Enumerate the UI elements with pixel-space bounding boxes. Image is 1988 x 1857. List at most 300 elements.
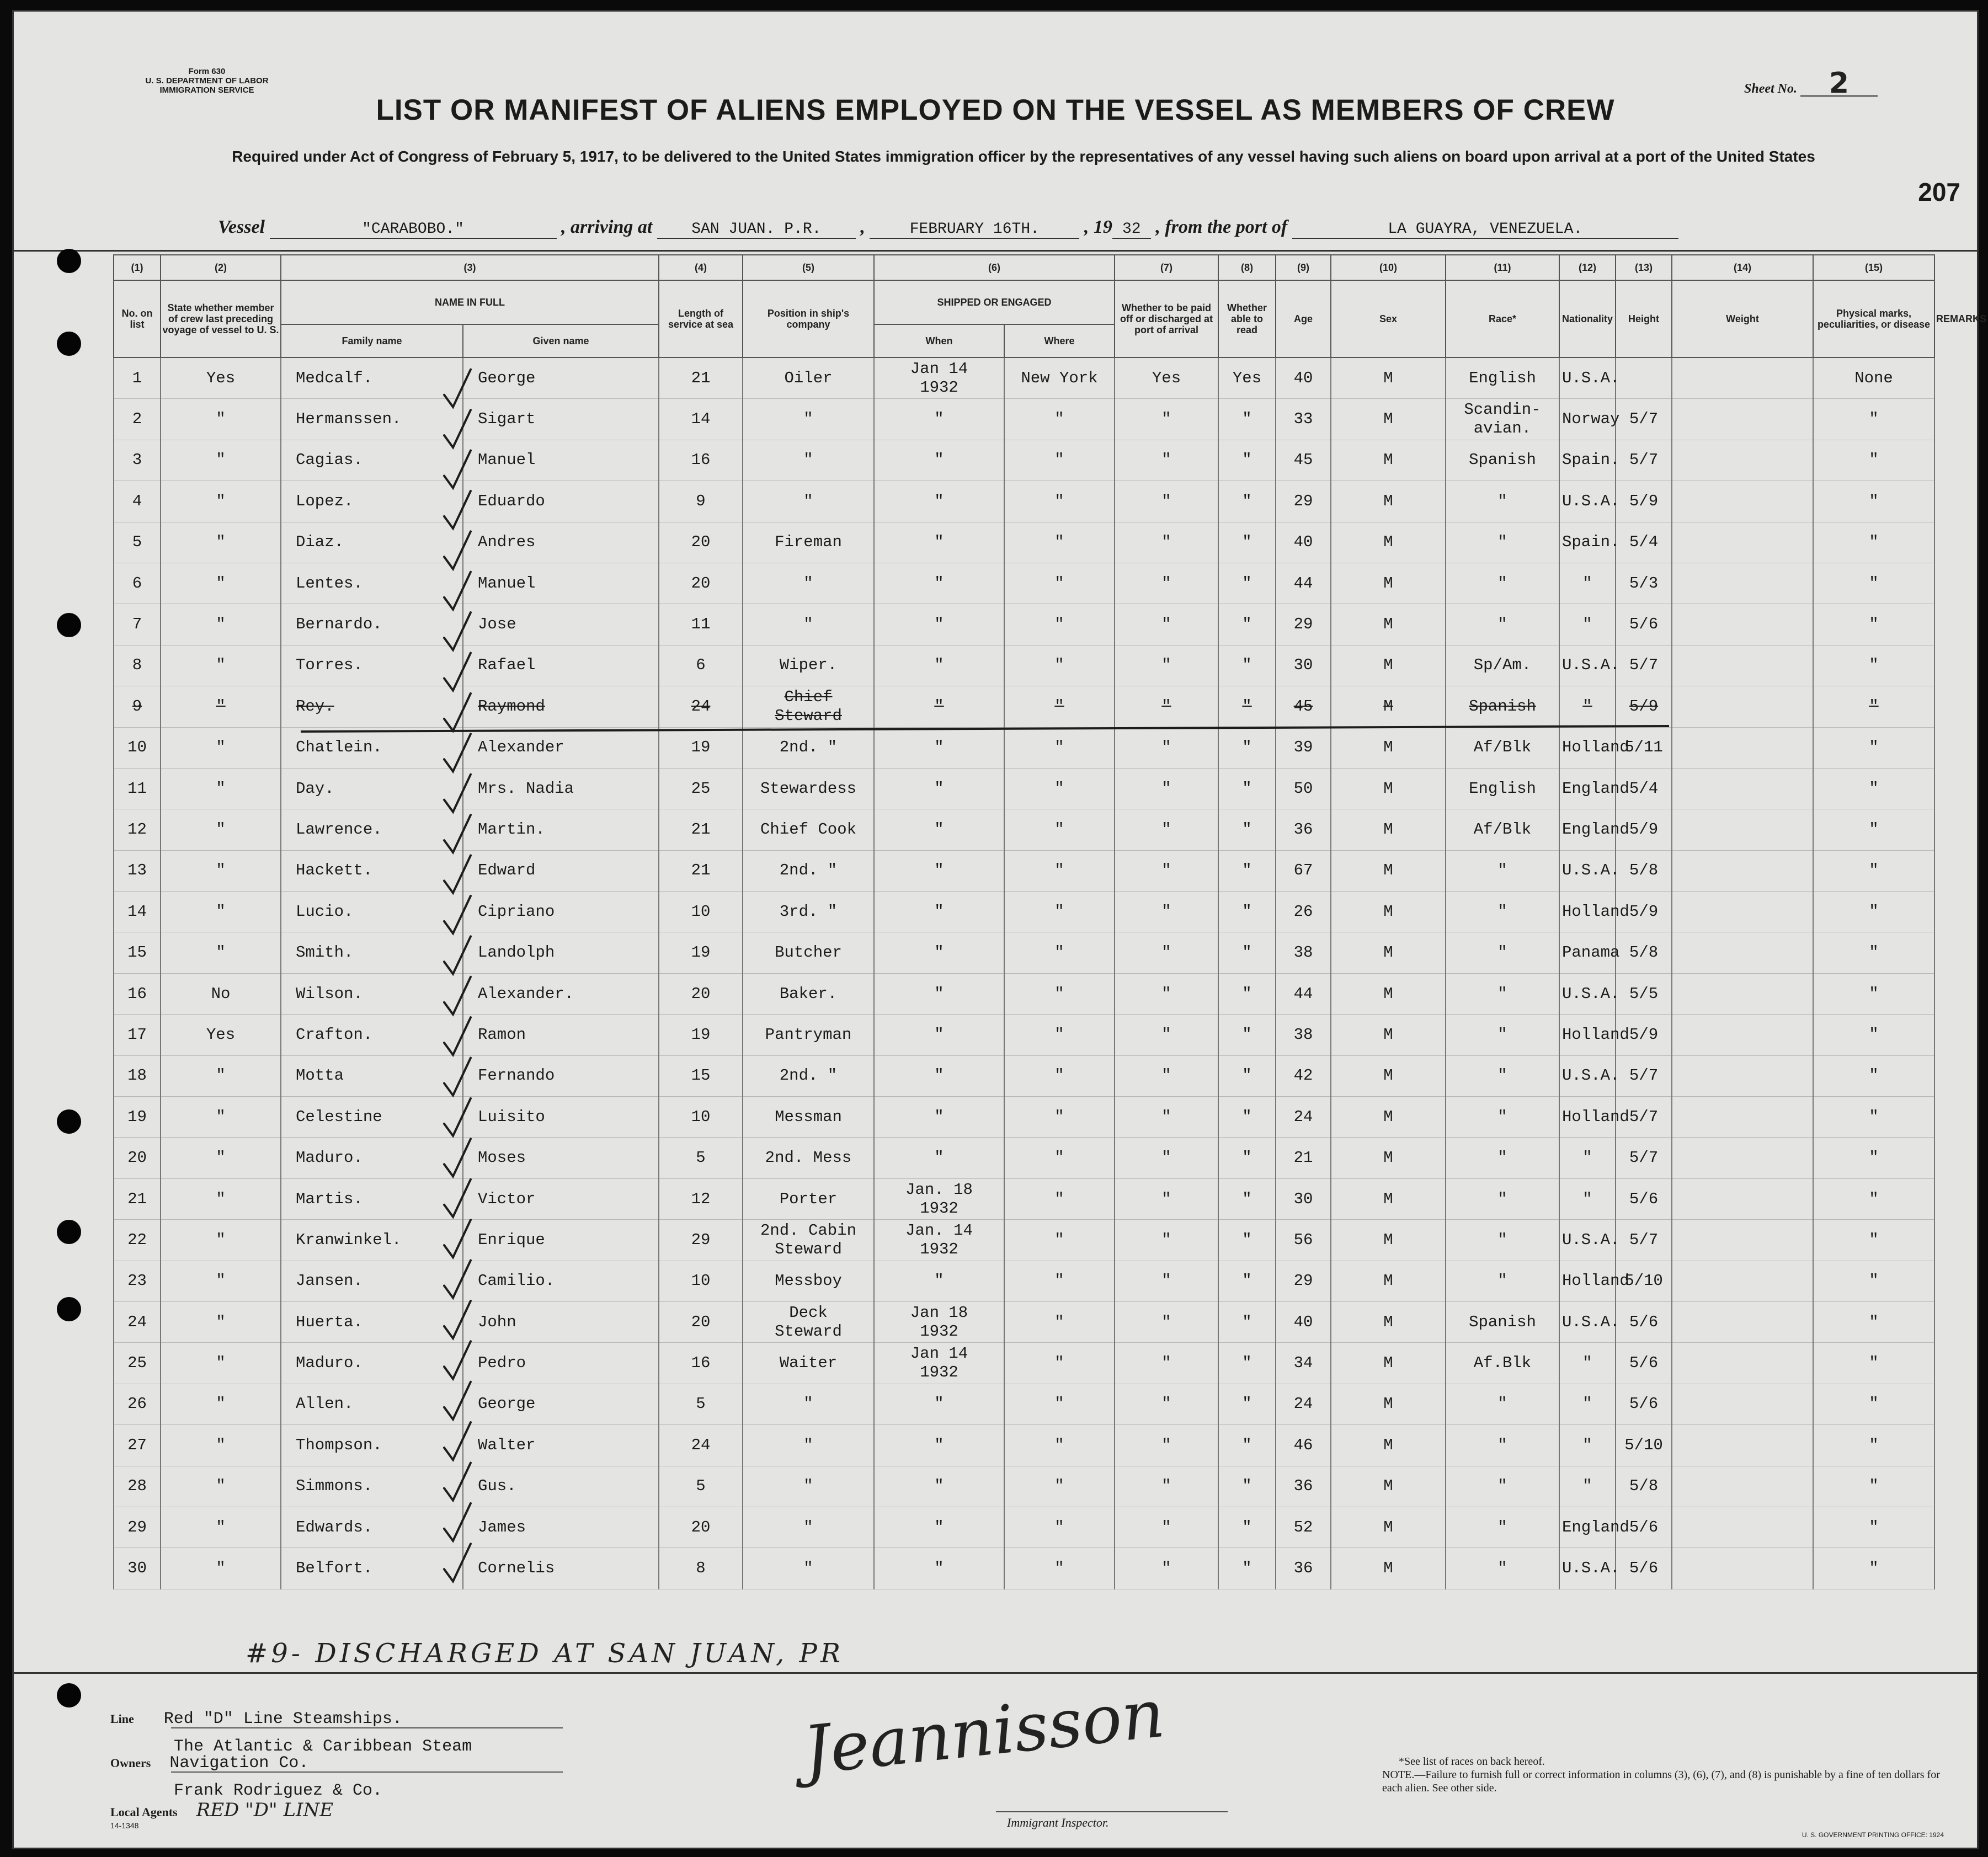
header-no-on-list: No. on list: [114, 280, 161, 357]
cell-no: 26: [114, 1384, 161, 1424]
cell-sex: M: [1331, 1097, 1446, 1138]
cell-no: 20: [114, 1138, 161, 1178]
cell-where: ": [1004, 1384, 1115, 1424]
cell-position: Messman: [743, 1097, 874, 1138]
cell-height: 5/8: [1616, 932, 1672, 973]
cell-age: 34: [1276, 1343, 1331, 1384]
inspector-signature: Jeannisson: [800, 1675, 1168, 1790]
header-name-in-full: NAME IN FULL: [281, 280, 659, 324]
cell-where: ": [1004, 932, 1115, 973]
header-age: Age: [1276, 280, 1331, 357]
cell-marks: ": [1813, 892, 1934, 932]
cell-family: Maduro.: [281, 1138, 463, 1178]
cell-family: Rey.: [281, 686, 463, 727]
footer-rule: [14, 1672, 1977, 1674]
cell-position: Butcher: [743, 932, 874, 973]
cell-given: Andres: [463, 522, 659, 563]
cell-marks: ": [1813, 399, 1934, 440]
cell-paid: ": [1115, 1301, 1218, 1342]
form-number: Form 630: [188, 67, 226, 76]
cell-sex: M: [1331, 1384, 1446, 1424]
cell-height: 5/3: [1616, 563, 1672, 604]
cell-sex: M: [1331, 1261, 1446, 1301]
cell-nationality: Holland: [1559, 1015, 1616, 1055]
cell-where: New York: [1004, 357, 1115, 399]
cell-position: Wiper.: [743, 645, 874, 686]
column-number: (4): [659, 255, 743, 280]
cell-paid: ": [1115, 1097, 1218, 1138]
cell-prev: ": [161, 809, 281, 850]
cell-prev: Yes: [161, 1015, 281, 1055]
cell-marks: ": [1813, 522, 1934, 563]
cell-prev: ": [161, 440, 281, 481]
check-mark: [444, 612, 471, 650]
cell-service: 10: [659, 1097, 743, 1138]
check-mark: [444, 410, 471, 447]
cell-when: ": [874, 522, 1004, 563]
cell-where: ": [1004, 1097, 1115, 1138]
cell-family: Torres.: [281, 645, 463, 686]
header-sex: Sex: [1331, 280, 1446, 357]
cell-prev: ": [161, 850, 281, 891]
cell-family: Lawrence.: [281, 809, 463, 850]
binder-hole: [57, 332, 81, 356]
vessel-label: Vessel: [218, 217, 265, 237]
cell-family: Hermanssen.: [281, 399, 463, 440]
cell-service: 10: [659, 1261, 743, 1301]
cell-age: 46: [1276, 1425, 1331, 1466]
cell-read: ": [1218, 1097, 1276, 1138]
cell-where: ": [1004, 604, 1115, 645]
check-mark: [444, 370, 471, 407]
cell-read: Yes: [1218, 357, 1276, 399]
header-race: Race*: [1446, 280, 1559, 357]
cell-where: ": [1004, 563, 1115, 604]
cell-nationality: ": [1559, 1178, 1616, 1219]
header-state-member: State whether member of crew last preceding voyage of vessel to U. S.: [161, 280, 281, 357]
from-label: , from the port of: [1155, 217, 1288, 237]
cell-marks: ": [1813, 645, 1934, 686]
cell-age: 24: [1276, 1097, 1331, 1138]
cell-age: 21: [1276, 1138, 1331, 1178]
cell-marks: ": [1813, 440, 1934, 481]
cell-position: Fireman: [743, 522, 874, 563]
cell-service: 19: [659, 1015, 743, 1055]
cell-no: 22: [114, 1220, 161, 1261]
check-mark: [444, 1544, 471, 1581]
cell-no: 5: [114, 522, 161, 563]
cell-age: 26: [1276, 892, 1331, 932]
cell-sex: M: [1331, 1138, 1446, 1178]
cell-prev: ": [161, 1097, 281, 1138]
cell-when: ": [874, 892, 1004, 932]
cell-when: ": [874, 850, 1004, 891]
cell-where: ": [1004, 1138, 1115, 1178]
cell-race: ": [1446, 1507, 1559, 1547]
cell-race: ": [1446, 973, 1559, 1014]
cell-age: 56: [1276, 1220, 1331, 1261]
cell-race: Af/Blk: [1446, 809, 1559, 850]
cell-read: ": [1218, 1507, 1276, 1547]
column-number: (3): [281, 255, 659, 280]
cell-no: 19: [114, 1097, 161, 1138]
cell-position: ": [743, 1507, 874, 1547]
cell-position: ": [743, 1466, 874, 1507]
check-mark: [444, 1382, 471, 1420]
cell-where: ": [1004, 1220, 1115, 1261]
cell-paid: ": [1115, 399, 1218, 440]
cell-height: 5/6: [1616, 1178, 1672, 1219]
cell-service: 12: [659, 1178, 743, 1219]
cell-family: Edwards.: [281, 1507, 463, 1547]
cell-race: Spanish: [1446, 440, 1559, 481]
cell-race: ": [1446, 481, 1559, 522]
cell-height: 5/4: [1616, 768, 1672, 809]
arrival-year: 32: [1112, 221, 1151, 239]
check-mark: [444, 977, 471, 1015]
cell-nationality: U.S.A.: [1559, 973, 1616, 1014]
check-mark: [444, 1261, 471, 1298]
cell-service: 19: [659, 727, 743, 768]
cell-height: 5/6: [1616, 604, 1672, 645]
cell-read: ": [1218, 1466, 1276, 1507]
cell-where: ": [1004, 1507, 1115, 1547]
cell-race: ": [1446, 1055, 1559, 1096]
cell-family: Allen.: [281, 1384, 463, 1424]
cell-given: Rafael: [463, 645, 659, 686]
cell-service: 11: [659, 604, 743, 645]
cell-nationality: U.S.A.: [1559, 357, 1616, 399]
agents-value-2: RED "D" LINE: [196, 1799, 334, 1821]
cell-prev: ": [161, 645, 281, 686]
cell-position: Baker.: [743, 973, 874, 1014]
cell-given: Jose: [463, 604, 659, 645]
cell-when: ": [874, 809, 1004, 850]
cell-nationality: ": [1559, 1425, 1616, 1466]
cell-age: 39: [1276, 727, 1331, 768]
header-weight: Weight: [1672, 280, 1813, 357]
cell-when: ": [874, 768, 1004, 809]
cell-position: Oiler: [743, 357, 874, 399]
cell-when: ": [874, 1055, 1004, 1096]
cell-family: Cagias.: [281, 440, 463, 481]
cell-sex: M: [1331, 1178, 1446, 1219]
cell-service: 25: [659, 768, 743, 809]
cell-height: 5/8: [1616, 850, 1672, 891]
cell-when: ": [874, 1548, 1004, 1589]
cell-height: 5/8: [1616, 1466, 1672, 1507]
column-number: (2): [161, 255, 281, 280]
cell-nationality: Panama: [1559, 932, 1616, 973]
cell-sex: M: [1331, 727, 1446, 768]
cell-service: 24: [659, 686, 743, 727]
cell-age: 29: [1276, 1261, 1331, 1301]
check-mark: [444, 693, 471, 731]
cell-nationality: ": [1559, 686, 1616, 727]
cell-read: ": [1218, 1384, 1276, 1424]
cell-nationality: Holland: [1559, 1097, 1616, 1138]
cell-family: Simmons.: [281, 1466, 463, 1507]
cell-read: ": [1218, 686, 1276, 727]
cell-paid: ": [1115, 481, 1218, 522]
cell-where: ": [1004, 768, 1115, 809]
cell-paid: Yes: [1115, 357, 1218, 399]
check-mark: [444, 775, 471, 812]
check-mark: [444, 531, 471, 569]
cell-nationality: ": [1559, 563, 1616, 604]
cell-family: Smith.: [281, 932, 463, 973]
header-height: Height: [1616, 280, 1672, 357]
cell-prev: ": [161, 686, 281, 727]
cell-nationality: England: [1559, 809, 1616, 850]
cell-sex: M: [1331, 481, 1446, 522]
check-mark: [444, 451, 471, 488]
cell-where: ": [1004, 686, 1115, 727]
cell-service: 24: [659, 1425, 743, 1466]
cell-given: Eduardo: [463, 481, 659, 522]
cell-age: 29: [1276, 604, 1331, 645]
cell-prev: ": [161, 522, 281, 563]
cell-sex: M: [1331, 892, 1446, 932]
cell-position: Waiter: [743, 1343, 874, 1384]
column-number: (11): [1446, 255, 1559, 280]
cell-age: 38: [1276, 932, 1331, 973]
cell-when: ": [874, 1507, 1004, 1547]
cell-read: ": [1218, 440, 1276, 481]
cell-nationality: ": [1559, 604, 1616, 645]
cell-nationality: Spain.: [1559, 522, 1616, 563]
agents-value-1: Frank Rodriguez & Co.: [174, 1781, 383, 1800]
cell-sex: M: [1331, 686, 1446, 727]
cell-no: 28: [114, 1466, 161, 1507]
column-number: (6): [874, 255, 1115, 280]
cell-position: Messboy: [743, 1261, 874, 1301]
cell-no: 18: [114, 1055, 161, 1096]
cell-no: 24: [114, 1301, 161, 1342]
cell-prev: ": [161, 1548, 281, 1589]
cell-nationality: England: [1559, 768, 1616, 809]
service-name: IMMIGRATION SERVICE: [159, 86, 254, 95]
cell-given: Manuel: [463, 563, 659, 604]
cell-marks: ": [1813, 1466, 1934, 1507]
cell-given: Raymond: [463, 686, 659, 727]
cell-where: ": [1004, 522, 1115, 563]
cell-sex: M: [1331, 1425, 1446, 1466]
page-subtitle: Required under Act of Congress of February 5, 1917, to be delivered to the United States immigration officer by the representatives of any vessel having such aliens on board upon arrival at a port of the United States: [232, 148, 1815, 165]
cell-when: ": [874, 727, 1004, 768]
cell-given: Mrs. Nadia: [463, 768, 659, 809]
cell-age: 40: [1276, 357, 1331, 399]
cell-given: Manuel: [463, 440, 659, 481]
cell-nationality: U.S.A.: [1559, 1548, 1616, 1589]
cell-family: Jansen.: [281, 1261, 463, 1301]
cell-position: ": [743, 440, 874, 481]
cell-family: Kranwinkel.: [281, 1220, 463, 1261]
header-paid-off: Whether to be paid off or discharged at port of arrival: [1115, 280, 1218, 357]
cell-when: Jan 14 1932: [874, 1343, 1004, 1384]
cell-read: ": [1218, 973, 1276, 1014]
header-when: When: [874, 324, 1004, 357]
cell-race: ": [1446, 1178, 1559, 1219]
cell-service: 20: [659, 973, 743, 1014]
cell-family: Lucio.: [281, 892, 463, 932]
cell-service: 8: [659, 1548, 743, 1589]
origin-port: LA GUAYRA, VENEZUELA.: [1292, 221, 1678, 239]
cell-race: ": [1446, 1425, 1559, 1466]
owners-label: Owners: [110, 1756, 151, 1770]
discharge-note: #9- DISCHARGED AT SAN JUAN, PR: [246, 1638, 844, 1669]
cell-prev: ": [161, 1343, 281, 1384]
cell-when: ": [874, 1466, 1004, 1507]
cell-age: 29: [1276, 481, 1331, 522]
cell-when: ": [874, 1384, 1004, 1424]
cell-read: ": [1218, 892, 1276, 932]
cell-where: ": [1004, 399, 1115, 440]
cell-when: Jan 18 1932: [874, 1301, 1004, 1342]
cell-read: ": [1218, 1220, 1276, 1261]
cell-marks: ": [1813, 1343, 1934, 1384]
cell-nationality: ": [1559, 1343, 1616, 1384]
printer-credit: U. S. GOVERNMENT PRINTING OFFICE: 1924: [1802, 1831, 1944, 1839]
strike-line-row-9: [301, 726, 1669, 732]
cell-given: Fernando: [463, 1055, 659, 1096]
cell-sex: M: [1331, 1548, 1446, 1589]
cell-when: ": [874, 604, 1004, 645]
cell-age: 24: [1276, 1384, 1331, 1424]
cell-where: ": [1004, 892, 1115, 932]
inspector-label: Immigrant Inspector.: [1007, 1816, 1109, 1829]
cell-age: 44: [1276, 563, 1331, 604]
cell-sex: M: [1331, 440, 1446, 481]
cell-prev: ": [161, 399, 281, 440]
cell-when: ": [874, 563, 1004, 604]
cell-given: Gus.: [463, 1466, 659, 1507]
cell-when: ": [874, 1097, 1004, 1138]
cell-race: ": [1446, 1548, 1559, 1589]
column-number: (9): [1276, 255, 1331, 280]
cell-marks: ": [1813, 1507, 1934, 1547]
cell-height: 5/7: [1616, 399, 1672, 440]
cell-sex: M: [1331, 1015, 1446, 1055]
cell-position: 2nd. ": [743, 727, 874, 768]
cell-marks: ": [1813, 727, 1934, 768]
cell-prev: ": [161, 481, 281, 522]
cell-position: Deck Steward: [743, 1301, 874, 1342]
cell-nationality: ": [1559, 1138, 1616, 1178]
cell-marks: ": [1813, 1548, 1934, 1589]
cell-paid: ": [1115, 563, 1218, 604]
check-mark: [444, 856, 471, 893]
cell-where: ": [1004, 1425, 1115, 1466]
column-number: (13): [1616, 255, 1672, 280]
cell-age: 36: [1276, 809, 1331, 850]
arrival-date: FEBRUARY 16TH.: [870, 221, 1079, 239]
cell-position: 2nd. ": [743, 850, 874, 891]
cell-age: 67: [1276, 850, 1331, 891]
cell-service: 20: [659, 1301, 743, 1342]
cell-family: Day.: [281, 768, 463, 809]
check-mark: [444, 1058, 471, 1096]
cell-race: ": [1446, 1015, 1559, 1055]
cell-height: 5/9: [1616, 686, 1672, 727]
owners-value-2: Navigation Co.: [169, 1754, 309, 1773]
cell-when: ": [874, 932, 1004, 973]
cell-service: 9: [659, 481, 743, 522]
cell-nationality: Holland: [1559, 892, 1616, 932]
cell-height: 5/10: [1616, 1261, 1672, 1301]
cell-marks: ": [1813, 686, 1934, 727]
column-number: (12): [1559, 255, 1616, 280]
cell-age: 38: [1276, 1015, 1331, 1055]
footer-line-field: [110, 1711, 563, 1728]
check-mark: [444, 1503, 471, 1541]
cell-race: ": [1446, 1261, 1559, 1301]
cell-read: ": [1218, 1015, 1276, 1055]
cell-position: Chief Steward: [743, 686, 874, 727]
cell-sex: M: [1331, 1220, 1446, 1261]
cell-no: 30: [114, 1548, 161, 1589]
cell-marks: ": [1813, 973, 1934, 1014]
cell-given: Enrique: [463, 1220, 659, 1261]
cell-where: ": [1004, 1178, 1115, 1219]
cell-paid: ": [1115, 440, 1218, 481]
cell-age: 40: [1276, 1301, 1331, 1342]
cell-position: ": [743, 604, 874, 645]
cell-age: 36: [1276, 1466, 1331, 1507]
stamp-number: 207: [1918, 178, 1960, 206]
cell-read: ": [1218, 399, 1276, 440]
cell-paid: ": [1115, 768, 1218, 809]
cell-sex: M: [1331, 604, 1446, 645]
cell-marks: ": [1813, 1261, 1934, 1301]
cell-read: ": [1218, 809, 1276, 850]
cell-paid: ": [1115, 1507, 1218, 1547]
check-mark: [444, 653, 471, 691]
cell-age: 30: [1276, 1178, 1331, 1219]
cell-when: ": [874, 973, 1004, 1014]
race-footnote: *See list of races on back hereof.: [1399, 1755, 1545, 1768]
cell-service: 20: [659, 522, 743, 563]
cell-paid: ": [1115, 1261, 1218, 1301]
cell-family: Medcalf.: [281, 357, 463, 399]
cell-given: Sigart: [463, 399, 659, 440]
cell-age: 45: [1276, 440, 1331, 481]
cell-race: ": [1446, 522, 1559, 563]
cell-read: ": [1218, 563, 1276, 604]
check-mark: [444, 1220, 471, 1257]
cell-when: Jan. 18 1932: [874, 1178, 1004, 1219]
cell-given: Landolph: [463, 932, 659, 973]
cell-prev: ": [161, 1138, 281, 1178]
cell-nationality: Spain.: [1559, 440, 1616, 481]
cell-marks: ": [1813, 1384, 1934, 1424]
cell-height: 5/7: [1616, 440, 1672, 481]
cell-sex: M: [1331, 809, 1446, 850]
year-prefix: , 19: [1084, 217, 1112, 237]
cell-when: Jan 14 1932: [874, 357, 1004, 399]
check-mark: [444, 491, 471, 529]
check-mark: [444, 1463, 471, 1501]
cell-nationality: Holland: [1559, 727, 1616, 768]
cell-race: ": [1446, 850, 1559, 891]
cell-no: 17: [114, 1015, 161, 1055]
cell-paid: ": [1115, 1548, 1218, 1589]
cell-nationality: ": [1559, 1384, 1616, 1424]
cell-family: Lopez.: [281, 481, 463, 522]
cell-paid: ": [1115, 686, 1218, 727]
cell-family: Belfort.: [281, 1548, 463, 1589]
cell-family: Thompson.: [281, 1425, 463, 1466]
